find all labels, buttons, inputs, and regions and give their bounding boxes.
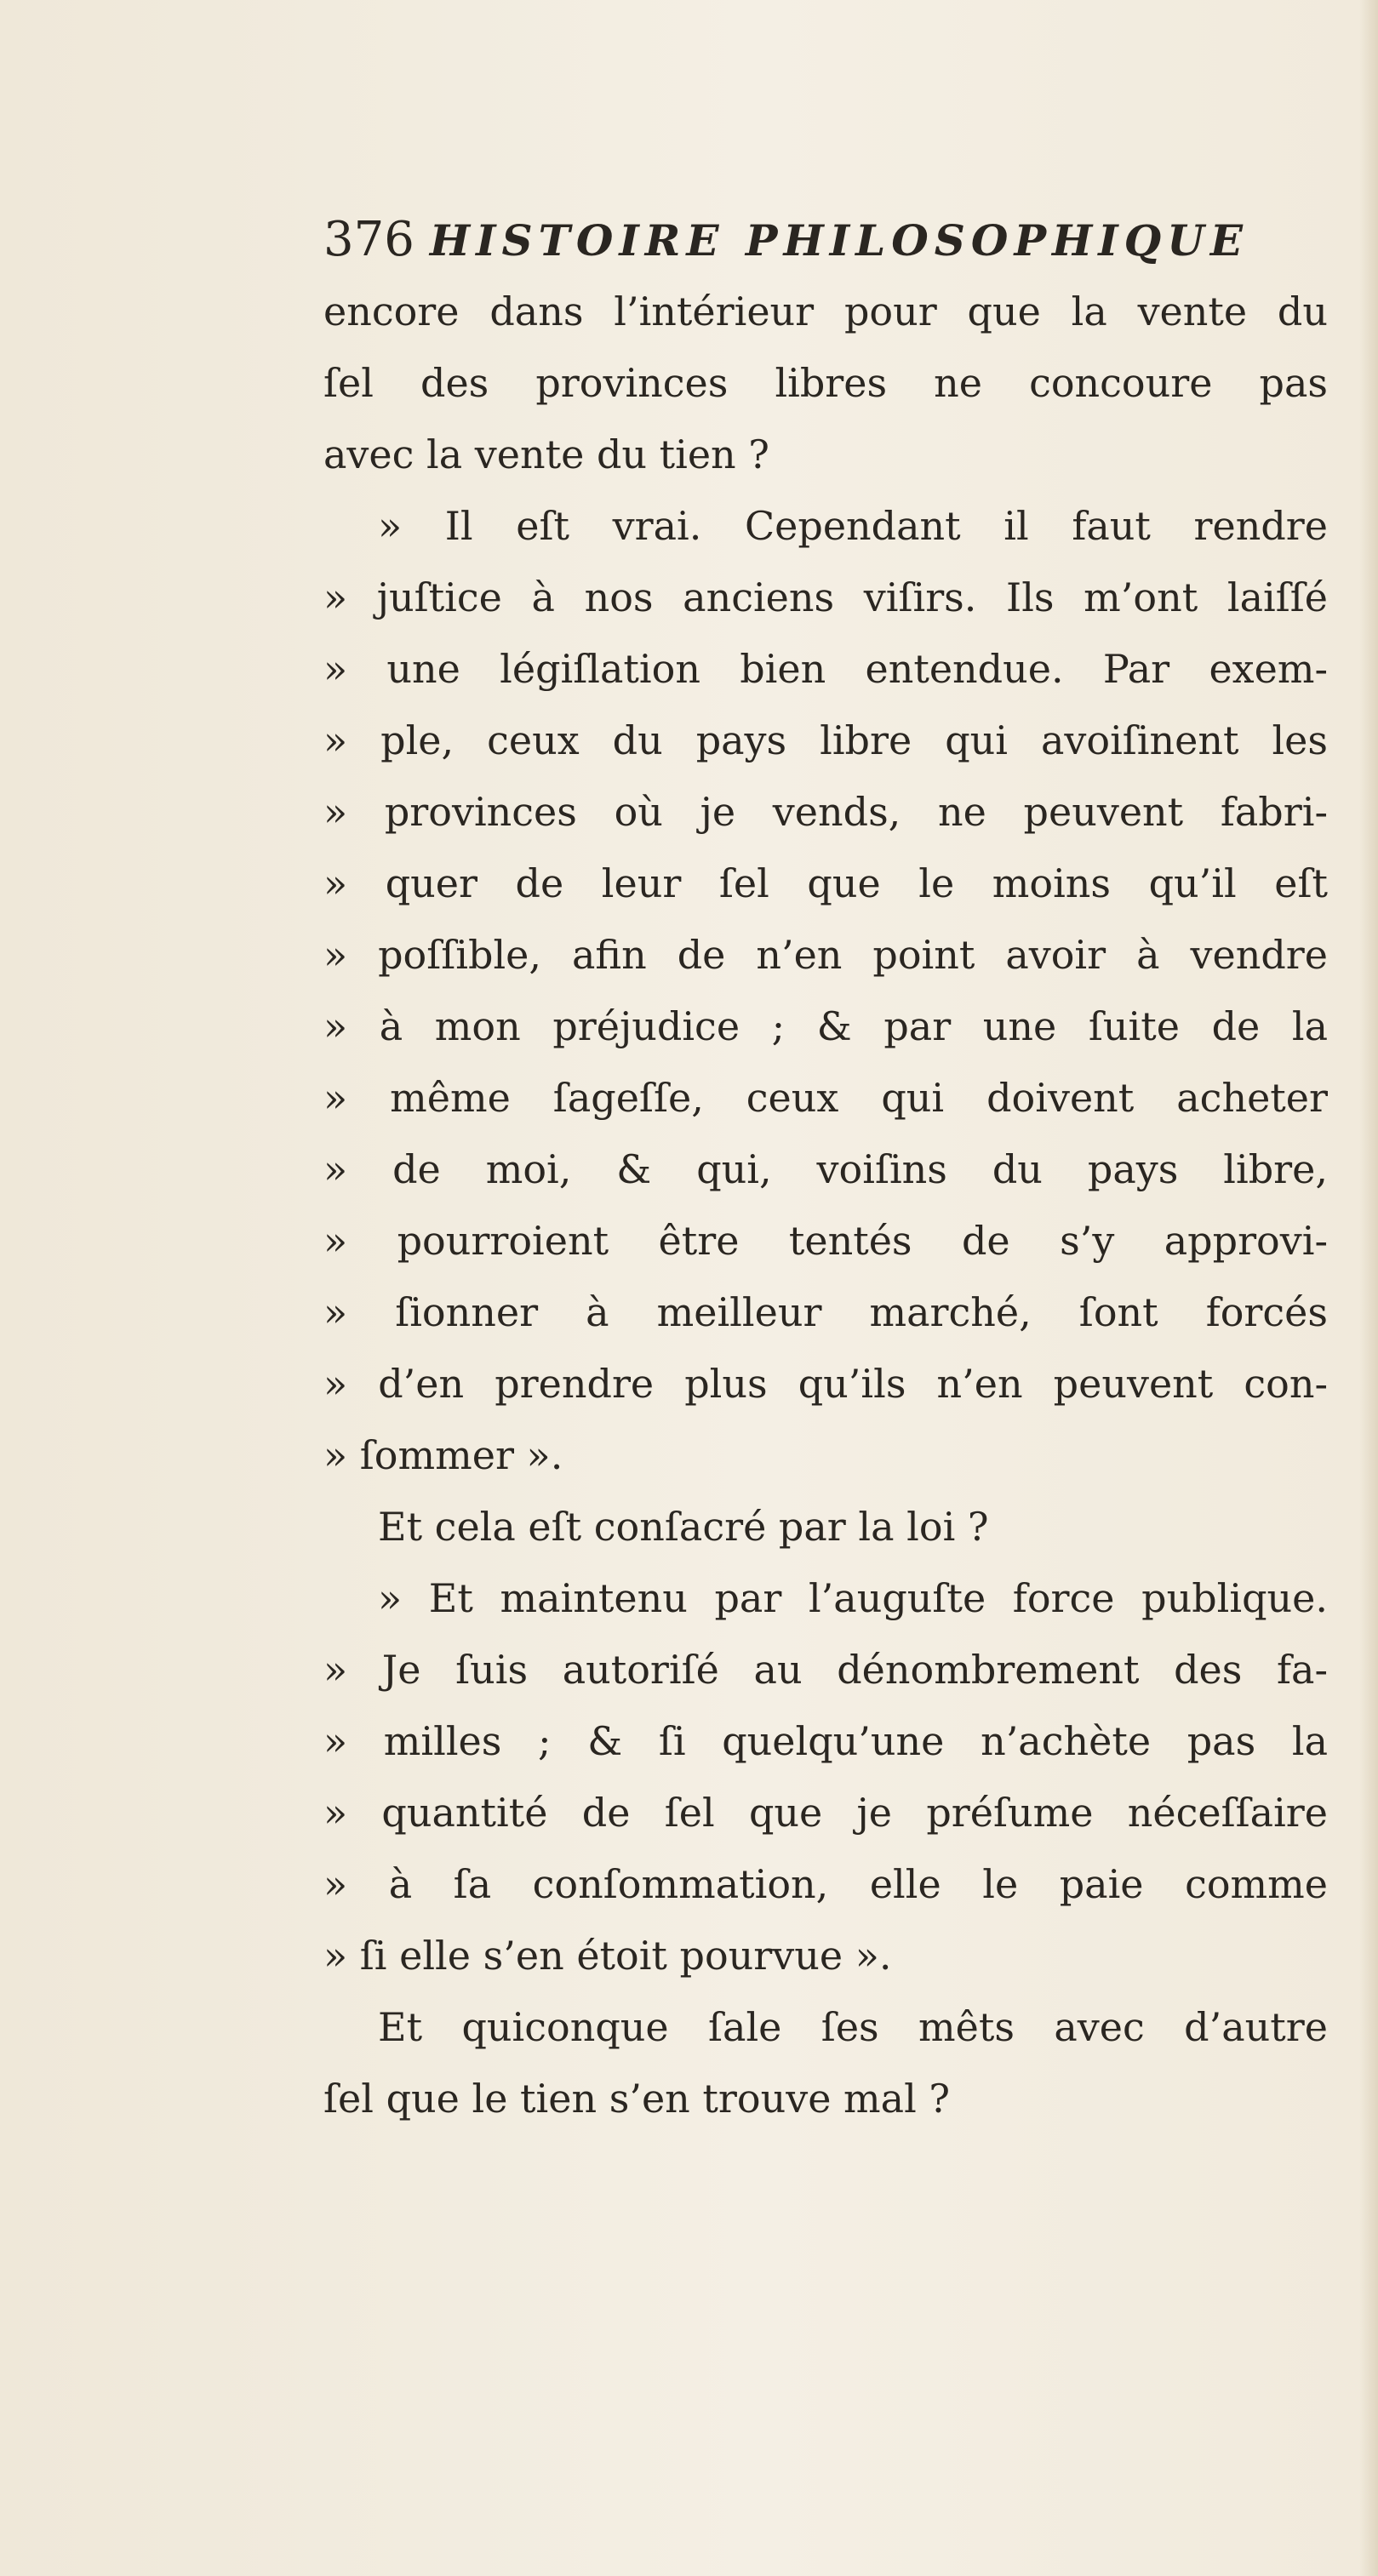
text-line: Et cela eſt conſacré par la loi ? [378,1504,989,1550]
text-line: » Et maintenu par l’auguſte force publique. [378,1575,1328,1621]
text-line: » ſommer ». [323,1432,563,1478]
text-line: » poſſible, afin de n’en point avoir à vendre [323,932,1328,978]
text-line: » pourroient être tentés de s’y approvi- [323,1218,1328,1264]
page-edge-shadow [1359,0,1378,2576]
text-line: » quer de leur ſel que le moins qu’il eſt [323,860,1328,906]
text-line: encore dans l’intérieur pour que la vente du [323,288,1328,334]
text-line: » ſi elle s’en étoit pourvue ». [323,1933,892,1979]
text-line: » milles ; & ſi quelqu’une n’achète pas la [323,1718,1328,1764]
text-block [323,204,1328,2134]
text-line: » à ſa conſommation, elle le paie comme [323,1861,1328,1907]
text-line: » d’en prendre plus qu’ils n’en peuvent con- [323,1361,1328,1407]
running-head-title: HISTOIRE PHILOSOPHIQUE [429,215,1249,266]
text-line: » Il eſt vrai. Cependant il faut rendre [378,503,1328,549]
text-line: » ſionner à meilleur marché, ſont forcés [323,1289,1328,1335]
text-line: » de moi, & qui, voiſins du pays libre, [323,1146,1328,1192]
text-line: » juſtice à nos anciens viſirs. Ils m’ont laiſſé [323,574,1328,620]
text-line: Et quiconque ſale ſes mêts avec d’autre [378,2004,1328,2050]
text-line: ſel des provinces libres ne concoure pas [323,360,1328,406]
text-line: » même ſageſſe, ceux qui doivent acheter [323,1075,1328,1121]
text-line: avec la vente du tien ? [323,431,769,477]
running-head [323,204,1328,276]
text-line: » Je ſuis autoriſé au dénombrement des fa- [323,1647,1328,1693]
text-line: ſel que le tien s’en trouve mal ? [323,2076,951,2122]
text-line: » ple, ceux du pays libre qui avoiſinent les [323,717,1328,763]
text-line: » une légiſlation bien entendue. Par exem- [323,646,1328,692]
text-line: » à mon préjudice ; & par une ſuite de la [323,1003,1328,1049]
page-number: 376 [323,212,415,267]
text-line: » provinces où je vends, ne peuvent fabri- [323,789,1328,835]
text-line: » quantité de ſel que je préſume néceſſaire [323,1790,1328,1836]
